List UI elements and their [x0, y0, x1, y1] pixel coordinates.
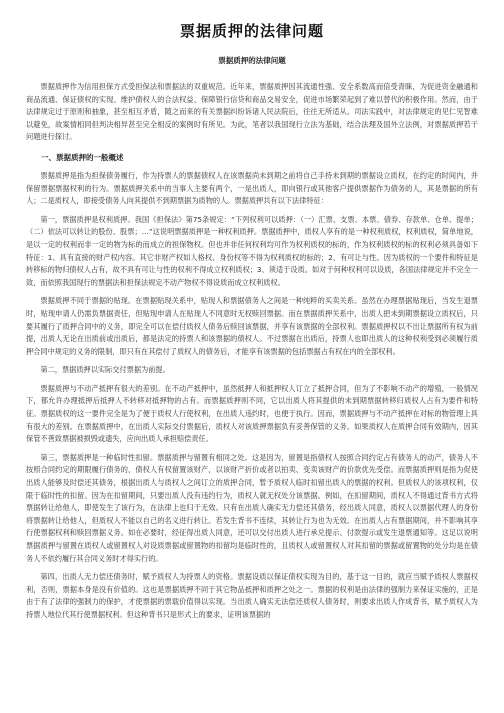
point4-paragraph: 第四，出质人无力偿还债务时，赋予质权人为持票人的资格。票据设质以保证债权实现为目的，基于这一目的，就应当赋予质权人票据权利，否则，票据本身是没有价值的。这也是票据质押不同于其它物品抵押和质押之处之一。票据的权利是由法律的强制力来保证实施的，正是由于有了法律的强制力的保护，才使票据的票载价值得以实现。当出质人确实无法偿还质权人债务时，则要求出质人作成背书，赋予质权人为持票人地位代其行使票据权利。但这种背书只是形式上的要求，证明该票据的: [26, 572, 478, 619]
point1-paragraph: 第一，票据质押是权利质押。我国《担保法》第75条规定：“下列权利可以质押：（一）汇票、支票、本票、债券、存款单、仓单、提单；（二）依法可以转让的股份、股票；…”这说明票据质押是一种权利质押。票据质押中，质权人享有的是一种权利质权，权利质权，简单地说，是以一定的权利而非一定的物为标的而成立的担保物权。但也并非任何权利均可作为权利质权的标的，作为权利质权的标的权利必须具备如下特征：1、具有直接的财产权内容。其它非财产权如人格权、身份权等不得为权利质权的标的；2、有可让与性。因为质权的一个要件和特征是转移标的物归债权人占有，故不具有可让与性的权利不得成立权利质权；3、须适于设质。如对于何种权利可以设质，各国法律规定并不完全一致，而依照我国现行的票据法和担保法规定不动产物权不得设质而成立权利质权。: [26, 214, 478, 287]
point3-paragraph: 第三，票据质押是一种临时性扣留。票据质押与留置有相同之处。这是因为，留置是指债权人按照合同约定占有债务人的动产，债务人不按照合同约定的期限履行债务的，债权人有权留置该财产，以该财产折价或者以拍卖、变卖该财产的价款优先受偿。而票据质押则是指为促使出质人能够及时偿还其债务，根据出质人与质权人之间订立的质押合同，暂予质权人临时扣留出质人的票据的权利。但质权人的该项权利，仅限于临时性的扣留。因为在扣留期间，只要出质人没有违约行为，质权人就无权处分该票据。例如，在扣留期间，质权人不得通过背书方式将票据转让给他人，即使发生了该行为，在法律上也归于无效。只有在出质人确实无力偿还其债务，经出质人同意，质权人以票据代理人的身份将票据转让给他人，但质权人不能以自己的名义进行转让。若发生背书不连续，其转让行为也为无效。在出质人占有票据期间，并不影响其享行使票据权利和赎回票据义务。如在必要时，经征得出质人同意，还可以交付出质人进行承兑提示、付款提示或发生退票通知等。这足以说明票据质押与留置在质权人或留置权人对设质票据或留置物的扣留均是临时性的，且质权人或留置权人对其扣留的票据或留置物的处分均是在债务人不依约履行其合同义务时才得实行的。: [26, 452, 478, 563]
point2-body-paragraph: 票据质押与不动产抵押有很大的差别。在不动产抵押中，虽然抵押人和抵押权人订立了抵押合同，但为了不影响不动产的增殖，一般情况下，都允许办理抵押后抵押人不转移对抵押物的占有。而票据质押则不同，它以出质人将其提供的未到期票据转移归质权人占有为要件和特征。票据质权的这一要件完全是为了便于质权人行使权利，在出质人违约时，也便于执行。因而，票据质押与不动产抵押在对标的物管理上具有很大的差别。在票据质押中，在出质人实际交付票据后，质权人对该质押票据负有妥善保管的义务。如果质权人在质押合同有效期内，因其保管不善致票据被损毁或遗失，应向出质人承担赔偿责任。: [26, 383, 478, 444]
section1-intro-paragraph: 票据质押是指为担保债务履行，作为持票人的票据债权人在该票据尚未到期之前将自己手持未到期的票据设立质权，在约定的时间内，并保留票据票据权利的行为。票据质押关系中的当事人主要有两个，一是出质人，即向银行或其他客户提供票据作为债务的人，其是票据的所有人；二是质权人，即接受债务人向其提供不到期票据为质物的人。票据质押共有以下法律特征：: [26, 170, 478, 206]
intro-paragraph: 票据质押作为信用担保方式受担保法和票据法的双重规范。近年来，票据质押因其流通性强、安全系数高而倍受青睐，为促进资金融通和商品流通、保证债权的实现、维护债权人的合法权益、保障银行信贷和商品交易安全，促进市场繁荣起到了难以替代的积极作用。然而，由于法律规定过于原则和抽象，甚至相互矛盾，随之而来的有关票据纠纷诉诸人民法院后，往往无所适从。司法实践中，对法律规定的见仁见智难以避免，故案情相同但判决相异甚至完全相反的案例时有所见。为此，笔者以我国现行立法为基础，结合法理及国外立法例，对票据质押若干问题进行探讨。: [26, 82, 478, 142]
point1-extra-paragraph: 票据质押不同于票据的贴现。在票据贴现关系中，贴现人和票据债务人之间是一种纯粹的买卖关系。虽然在办理票据贴现后，当发生退票时，贴现申请人仍需负票据责任，但贴现申请人在贴现人不同意时无权赎回票据。而在票据质押关系中，出质人把未到期票据设立质权后，只要其履行了质押合同中的义务，即完全可以在偿付质权人债务后赎回该票据，并享有该票据的全部权利。票据质押权以不出让票据所有权为前提，出质人无论在出质前或出质后，都是法定的持票人和该票据的债权人。不过票据在出质后，持票人也即出质人的这种权利受到必须履行质押合同中规定的义务的限制，即只有在其偿付了质权人的债务后，才能享有该票据的包括票据占有权在内的全部权利。: [26, 296, 478, 356]
document-subtitle: 票据质押的法律问题: [218, 56, 286, 65]
section-heading-1: 一、票据质押的一般概述: [41, 152, 124, 162]
point2-paragraph: 第二，票据质押以实际交付票据为前提。: [40, 365, 170, 375]
document-title: 票据质押的法律问题: [179, 22, 324, 40]
